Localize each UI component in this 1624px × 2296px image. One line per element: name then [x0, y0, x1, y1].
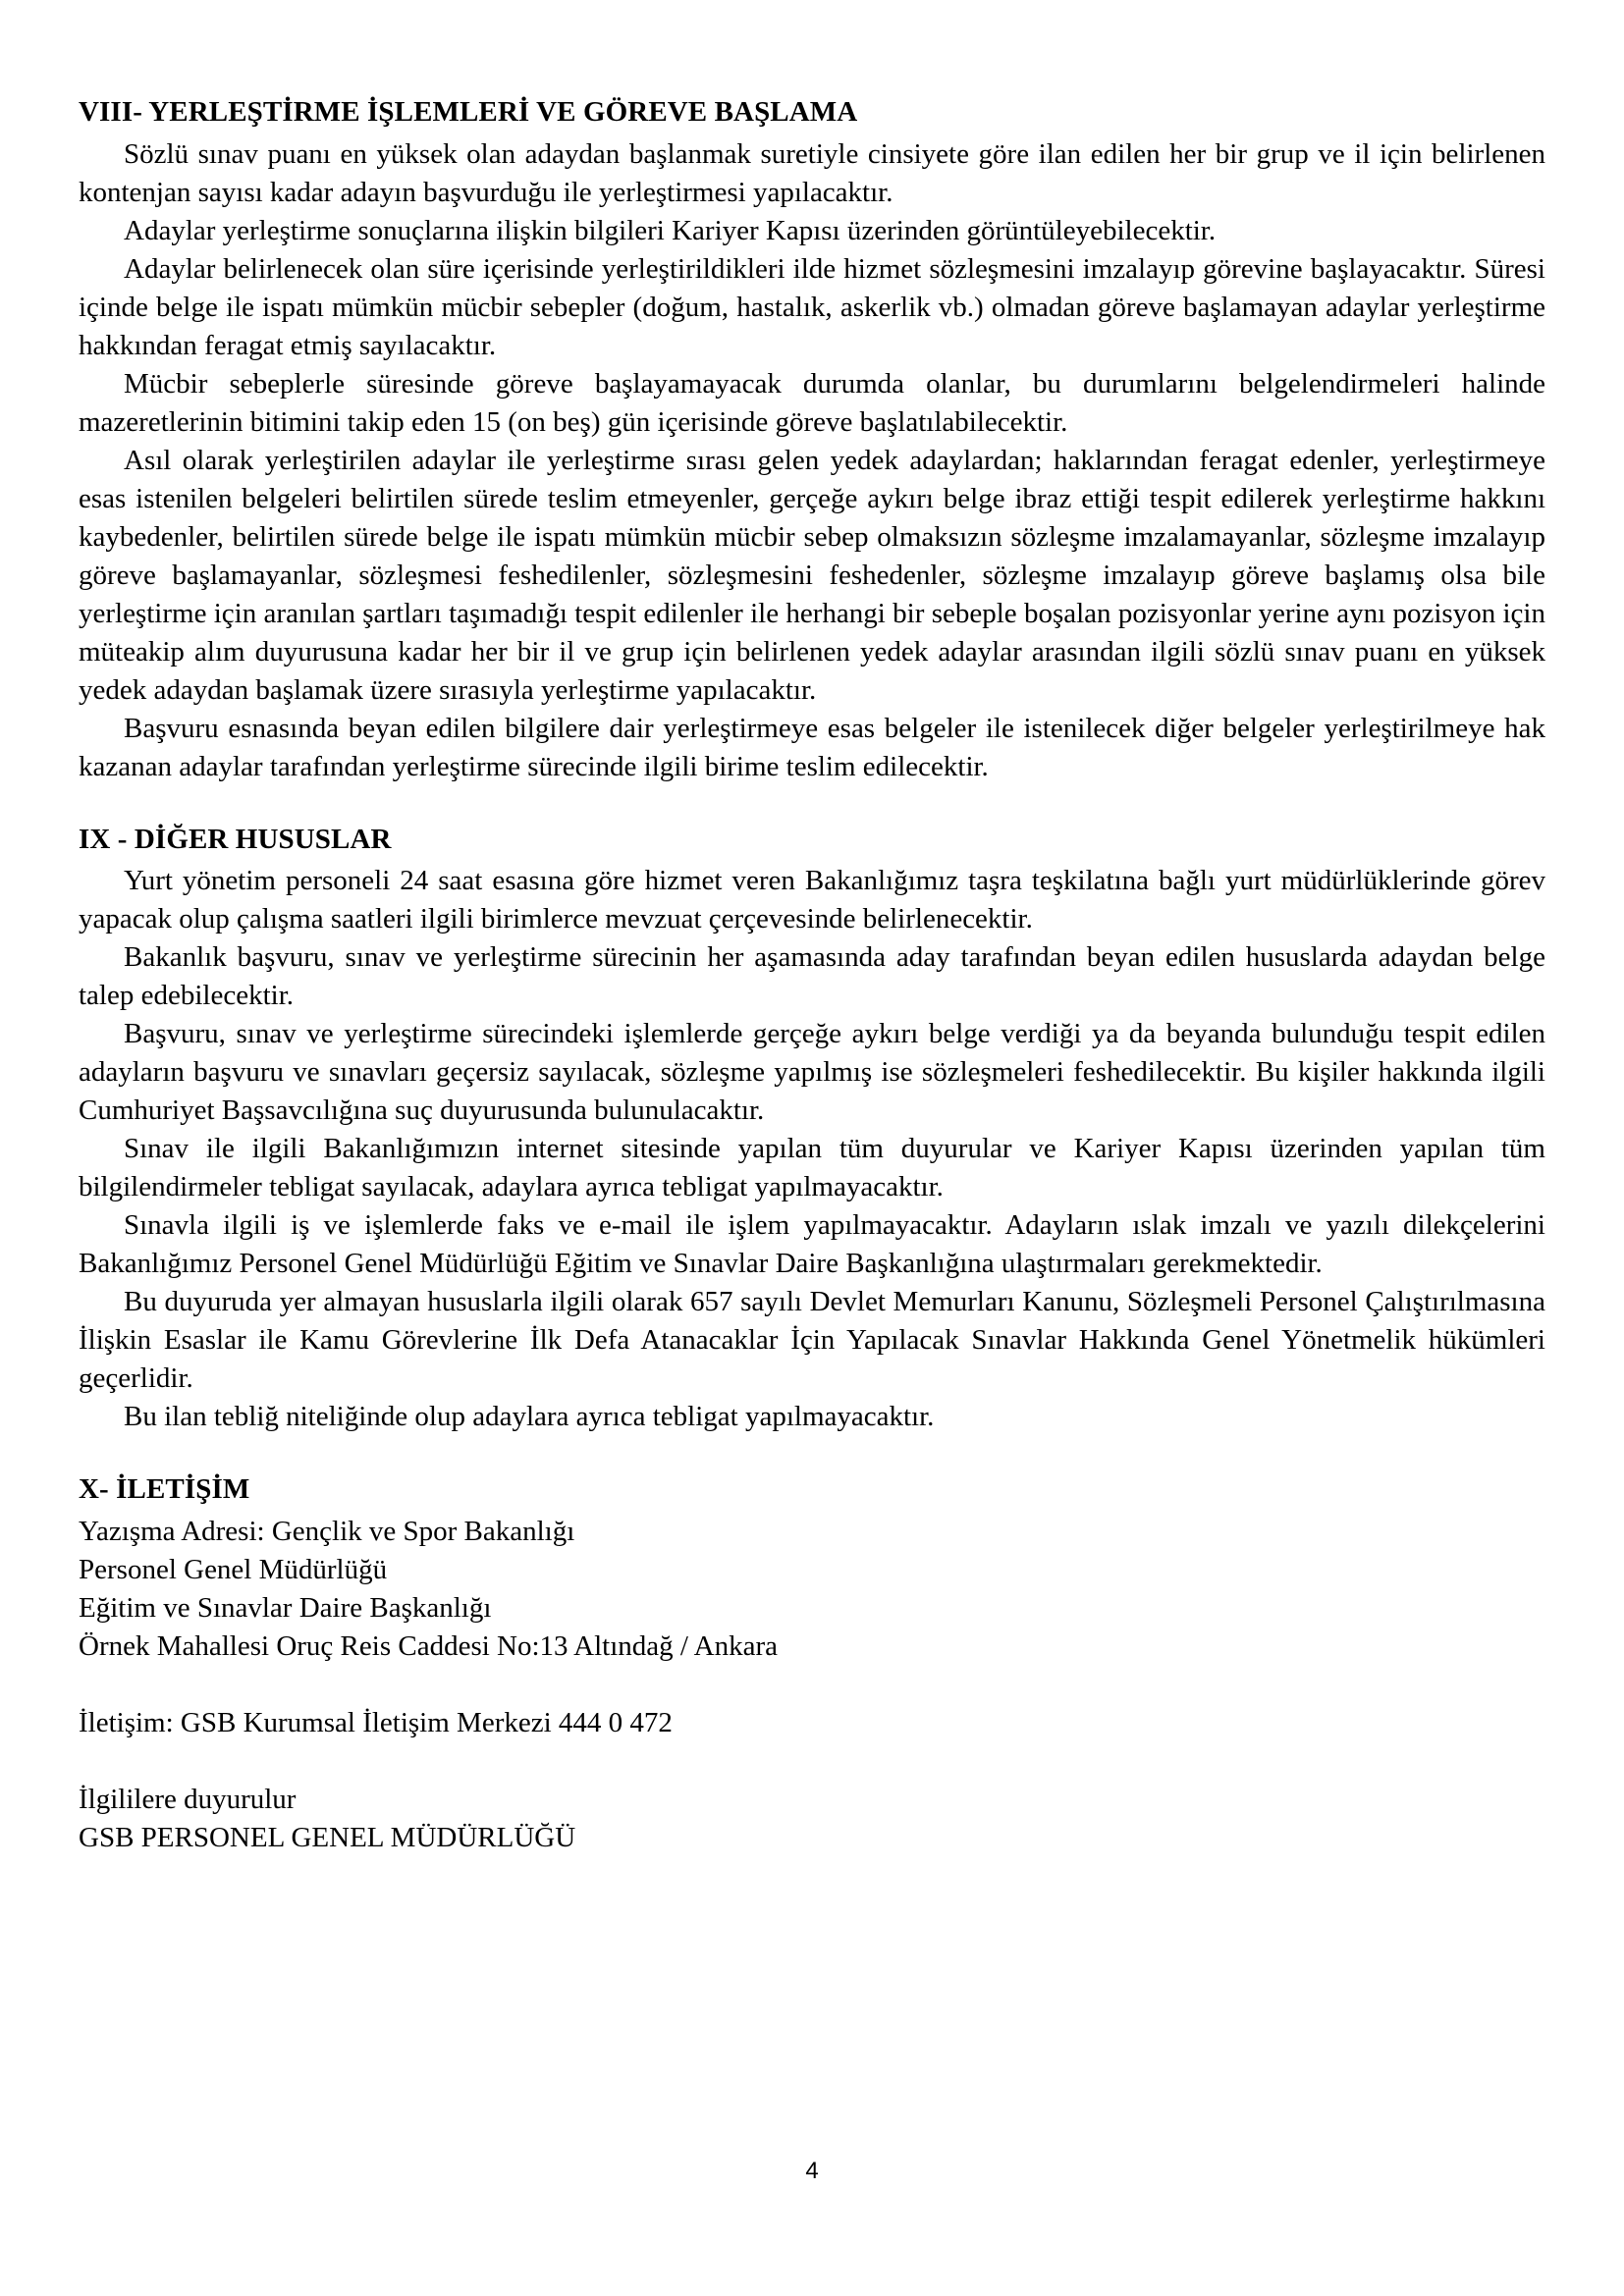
- paragraph: Bakanlık başvuru, sınav ve yerleştirme sürecinin her aşamasında aday tarafından beyan edilen hususlarda adaydan belge talep edebilecektir.: [79, 941, 1545, 1012]
- paragraph: Adaylar yerleştirme sonuçlarına ilişkin bilgileri Kariyer Kapısı üzerinden görüntüleyebilecektir.: [124, 214, 1217, 246]
- paragraph: Sınav ile ilgili Bakanlığımızın internet sitesinde yapılan tüm duyurular ve Kariyer Kapısı üzerinden yapılan tüm bilgilendirmeler tebligat sayılacak, adaylara ayrıca tebligat yapılmayacaktır.: [79, 1133, 1545, 1203]
- contact-phone-line: İletişim: GSB Kurumsal İletişim Merkezi 444 0 472: [79, 1707, 673, 1739]
- paragraph: Bu duyuruda yer almayan hususlarla ilgili olarak 657 sayılı Devlet Memurları Kanunu, Sözleşmeli Personel Çalıştırılmasına İlişkin Esaslar ile Kamu Görevlerine İlk Defa Atanacaklar İçin Yapılacak Sınavlar Hakkında Genel Yönetmelik hükümleri geçerlidir.: [79, 1286, 1545, 1395]
- document-body: [79, 94, 1545, 1857]
- contact-address-line: Personel Genel Müdürlüğü: [79, 1554, 388, 1586]
- paragraph: Sınavla ilgili iş ve işlemlerde faks ve e-mail ile işlem yapılmayacaktır. Adayların ıslak imzalı ve yazılı dilekçelerini Bakanlığımız Personel Genel Müdürlüğü Eğitim ve Sınavlar Daire Başkanlığına ulaştırmaları gerekmektedir.: [79, 1209, 1545, 1280]
- closing-line: İlgililere duyurulur: [79, 1784, 297, 1816]
- contact-block: [79, 1513, 1545, 1857]
- spacer: [79, 1666, 1545, 1704]
- section-heading-ix: IX - DİĞER HUSUSLAR: [79, 823, 392, 855]
- paragraph: Adaylar belirlenecek olan süre içerisinde yerleştirildikleri ilde hizmet sözleşmesini imzalayıp görevine başlayacaktır. Süresi içinde belge ile ispatı mümkün mücbir sebepler (doğum, hastalık, askerlik vb.) olmadan göreve başlamayan adaylar yerleştirme hakkından feragat etmiş sayılacaktır.: [79, 252, 1545, 361]
- paragraph: Yurt yönetim personeli 24 saat esasına göre hizmet veren Bakanlığımız taşra teşkilatına bağlı yurt müdürlüklerinde görev yapacak olup çalışma saatleri ilgili birimlerce mevzuat çerçevesinde belirlenecektir.: [79, 865, 1545, 935]
- paragraph: Mücbir sebeplerle süresinde göreve başlayamayacak durumda olanlar, bu durumlarını belgelendirmeleri halinde mazeretlerinin bitimini takip eden 15 (on beş) gün içerisinde göreve başlatılabilecektir.: [79, 367, 1545, 438]
- paragraph: Başvuru, sınav ve yerleştirme sürecindeki işlemlerde gerçeğe aykırı belge verdiği ya da beyanda bulunduğu tespit edilen adayların başvuru ve sınavları geçersiz sayılacak, sözleşme yapılmış ise sözleşmeleri feshedilecektir. Bu kişiler hakkında ilgili Cumhuriyet Başsavcılığına suç duyurusunda bulunulacaktır.: [79, 1018, 1545, 1127]
- contact-address-line: Örnek Mahallesi Oruç Reis Caddesi No:13 Altındağ / Ankara: [79, 1630, 778, 1663]
- contact-address-line: Yazışma Adresi: Gençlik ve Spor Bakanlığı: [79, 1516, 575, 1548]
- contact-address-line: Eğitim ve Sınavlar Daire Başkanlığı: [79, 1592, 492, 1625]
- paragraph: Sözlü sınav puanı en yüksek olan adaydan başlanmak suretiyle cinsiyete göre ilan edilen her bir grup ve il için belirlenen kontenjan sayısı kadar adayın başvurduğu ile yerleştirmesi yapılacaktır.: [79, 137, 1545, 208]
- page-number: 4: [805, 2158, 819, 2184]
- spacer: [79, 1742, 1545, 1781]
- paragraph: Başvuru esnasında beyan edilen bilgilere dair yerleştirmeye esas belgeler ile istenilecek diğer belgeler yerleştirilmeye hak kazanan adaylar tarafından yerleştirme sürecinde ilgili birime teslim edilecektir.: [79, 712, 1545, 782]
- section-heading-viii: VIII- YERLEŞTİRME İŞLEMLERİ VE GÖREVE BAŞLAMA: [79, 96, 858, 128]
- section-heading-x: X- İLETİŞİM: [79, 1473, 250, 1506]
- paragraph: Bu ilan tebliğ niteliğinde olup adaylara ayrıca tebligat yapılmayacaktır.: [124, 1401, 935, 1433]
- paragraph: Asıl olarak yerleştirilen adaylar ile yerleştirme sırası gelen yedek adaylardan; haklarından feragat edenler, yerleştirmeye esas istenilen belgeleri belirtilen sürede teslim etmeyenler, gerçeğe aykırı belge ibraz ettiği tespit edilerek yerleştirme hakkını kaybedenler, belirtilen sürede belge ile ispatı mümkün mücbir sebep olmaksızın sözleşme imzalamayanlar, sözleşme imzalayıp göreve başlamayanlar, sözleşmesi feshedilenler, sözleşmesini feshedenler, sözleşme imzalayıp göreve başlamış olsa bile yerleştirme için aranılan şartları taşımadığı tespit edilenler ile herhangi bir sebeple boşalan pozisyonlar yerine aynı pozisyon için müteakip alım duyurusuna kadar her bir il ve grup için belirlenen yedek adaylar arasından ilgili sözlü sınav puanı en yüksek yedek adaydan başlamak üzere sırasıyla yerleştirme yapılacaktır.: [79, 444, 1545, 706]
- closing-signature: GSB PERSONEL GENEL MÜDÜRLÜĞÜ: [79, 1822, 576, 1854]
